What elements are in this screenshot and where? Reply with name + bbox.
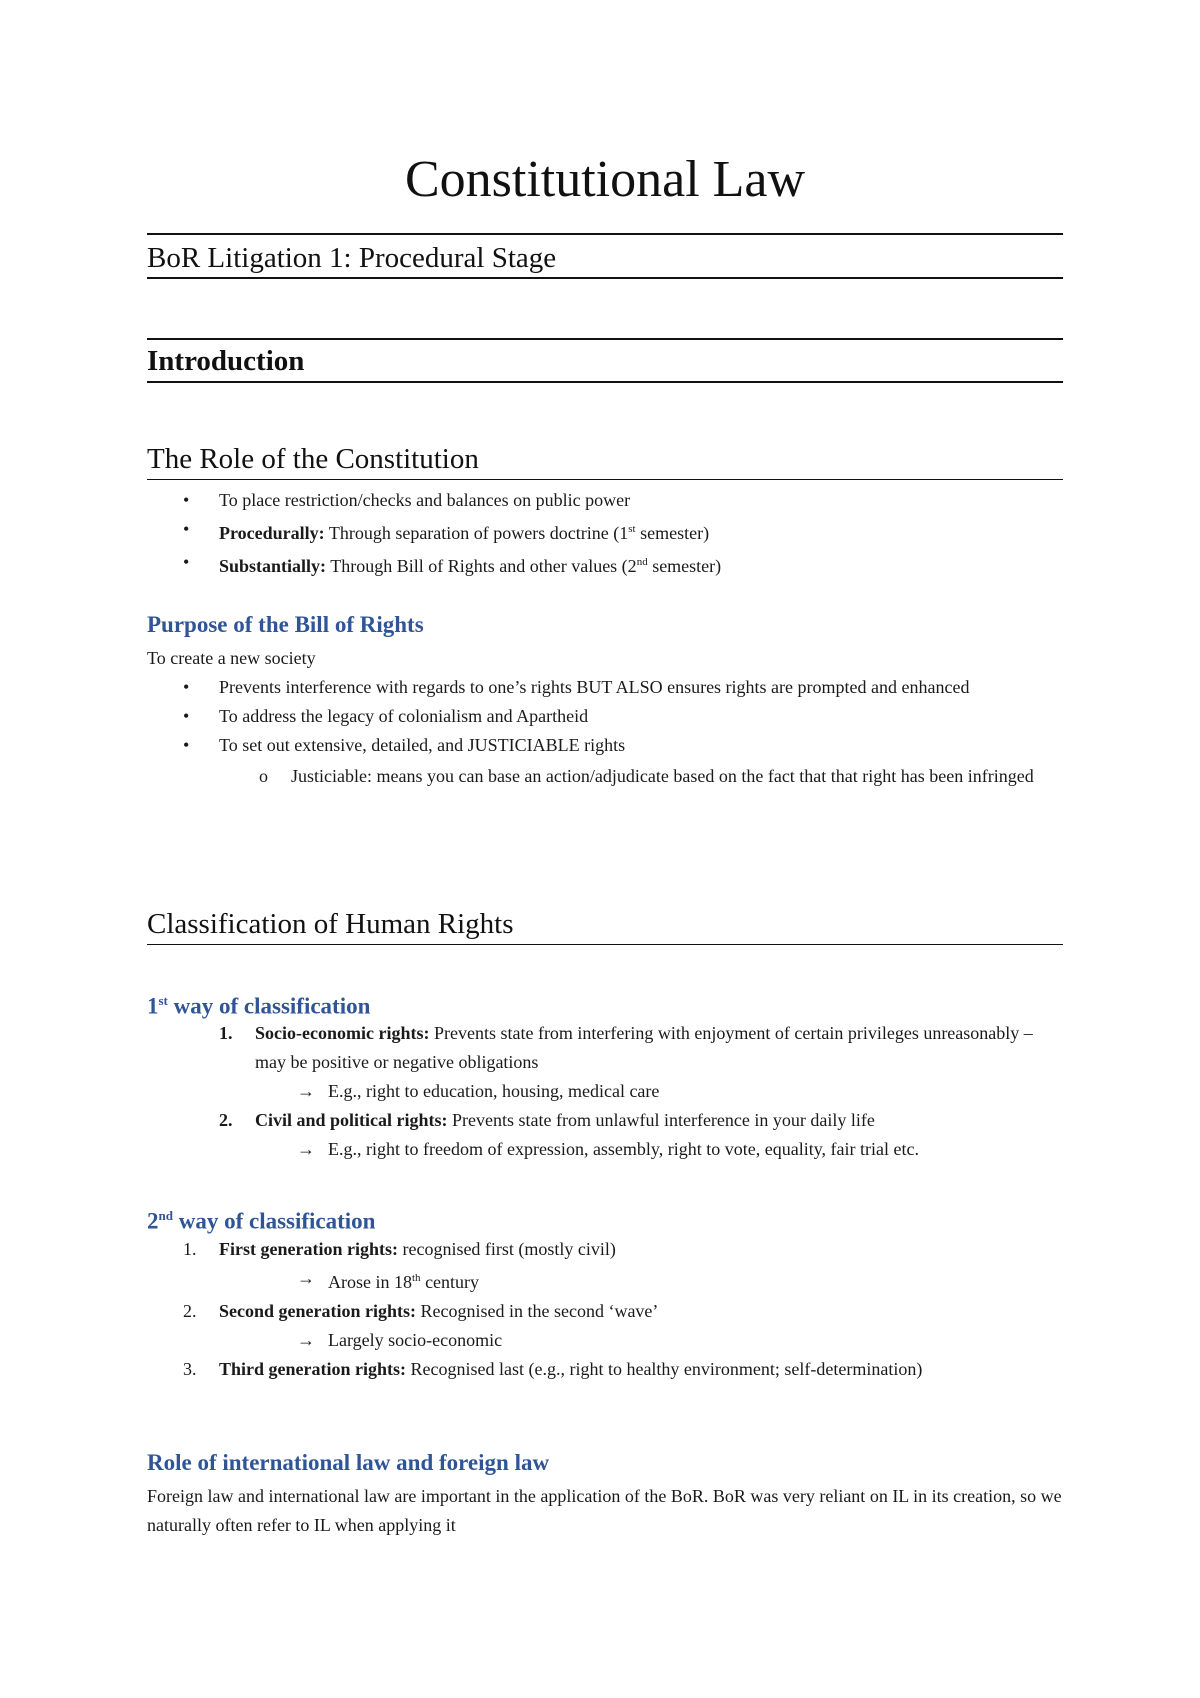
arrow-right-icon: → (297, 1081, 315, 1101)
arrow-right-icon: → (297, 1139, 315, 1159)
list-item: • To set out extensive, detailed, and JUSTICIABLE rights (147, 731, 1063, 760)
list-item: 2. Civil and political rights: Prevents state from unlawful interference in your daily life (219, 1110, 875, 1130)
list-item: o Justiciable: means you can base an action/adjudicate based on the fact that that right has been infringed (147, 760, 1063, 792)
list-item: 1. Socio-economic rights: Prevents state from interfering with enjoyment of certain privileges unreasonably – may be positive or negative obligations (219, 1023, 1033, 1072)
list-item: 1. First generation rights: recognised first (mostly civil) (183, 1239, 616, 1259)
purpose-list (147, 644, 1063, 792)
first-way-heading: 1st way of classification (147, 993, 371, 1019)
divider (147, 338, 1063, 340)
bullet-icon: • (183, 490, 190, 510)
subtitle-heading: BoR Litigation 1: Procedural Stage (147, 242, 557, 274)
list-item: • Substantially: Through Bill of Rights and other values (2nd semester) (147, 548, 1063, 581)
circle-bullet-icon: o (259, 766, 268, 786)
bullet-icon: • (183, 677, 190, 697)
list-item: → E.g., right to education, housing, medical care (147, 1077, 1063, 1106)
arrow-right-icon: → (297, 1330, 315, 1350)
divider (147, 277, 1063, 279)
bullet-icon: • (183, 706, 190, 726)
first-way-list (147, 1019, 1063, 1164)
divider (147, 381, 1063, 383)
list-item: • To place restriction/checks and balances on public power (147, 486, 1063, 515)
classification-heading: Classification of Human Rights (147, 908, 514, 940)
divider (147, 479, 1063, 480)
role-heading: The Role of the Constitution (147, 443, 479, 475)
list-item: → Largely socio-economic (147, 1326, 1063, 1355)
list-item: • Procedurally: Through separation of powers doctrine (1st semester) (147, 515, 1063, 548)
second-way-list (147, 1235, 1063, 1384)
list-item: • Prevents interference with regards to one’s rights BUT ALSO ensures rights are prompted and enhanced (147, 673, 1063, 702)
purpose-intro: To create a new society (147, 648, 316, 668)
international-law-paragraph: Foreign law and international law are important in the application of the BoR. BoR was very reliant on IL in its creation, so we naturally often refer to IL when applying it (147, 1486, 1062, 1535)
divider (147, 944, 1063, 945)
divider (147, 233, 1063, 235)
purpose-heading: Purpose of the Bill of Rights (147, 612, 424, 637)
list-item: • To address the legacy of colonialism and Apartheid (147, 702, 1063, 731)
second-way-heading: 2nd way of classification (147, 1208, 376, 1234)
list-item: 3. Third generation rights: Recognised last (e.g., right to healthy environment; self-determination) (183, 1359, 923, 1379)
introduction-heading: Introduction (147, 345, 305, 377)
arrow-right-icon: → (297, 1268, 315, 1288)
document-title: Constitutional Law (404, 151, 806, 208)
role-list (147, 486, 1063, 581)
bullet-icon: • (183, 735, 190, 755)
bullet-icon: • (183, 519, 190, 539)
list-item: 2. Second generation rights: Recognised in the second ‘wave’ (183, 1301, 659, 1321)
list-item: → E.g., right to freedom of expression, assembly, right to vote, equality, fair trial etc. (147, 1135, 1063, 1164)
international-law-heading: Role of international law and foreign law (147, 1450, 550, 1475)
bullet-icon: • (183, 552, 190, 572)
list-item: → Arose in 18th century (147, 1264, 1063, 1297)
